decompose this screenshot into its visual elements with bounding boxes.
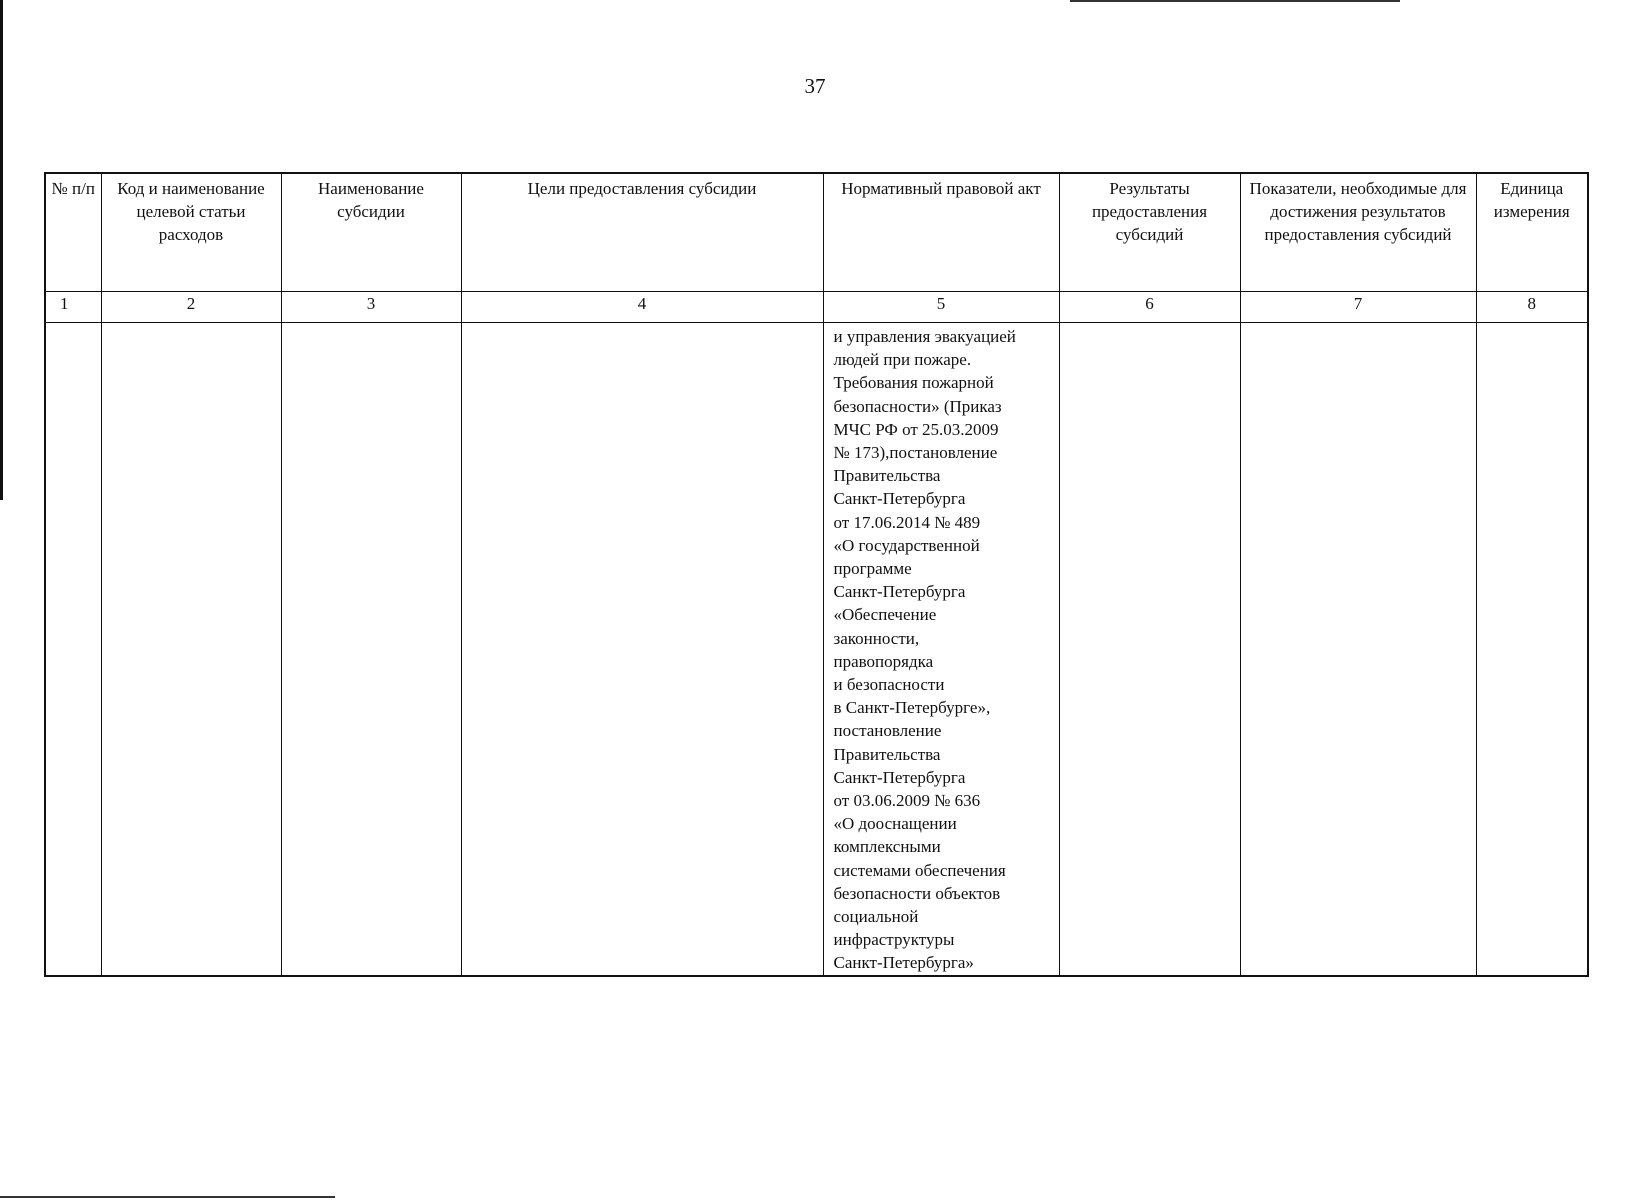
cell-subsidy-name [281, 323, 461, 976]
column-number-6: 6 [1059, 292, 1240, 323]
column-number-3: 3 [281, 292, 461, 323]
normative-act-line: в Санкт-Петербурге», [833, 698, 991, 718]
normative-act-line: инфраструктуры [833, 930, 955, 950]
scan-edge-left [0, 0, 3, 500]
normative-act-line: комплексными [833, 837, 941, 857]
normative-act-line: системами обеспечения [833, 860, 1006, 880]
normative-act-line: безопасности» (Приказ [833, 396, 1002, 416]
normative-act-line: Санкт-Петербурга [833, 767, 966, 787]
cell-indicators [1240, 323, 1476, 976]
normative-act-line: правопорядка [833, 651, 934, 671]
normative-act-line: «О дооснащении [833, 814, 957, 834]
normative-act-line: законности, [833, 628, 920, 648]
normative-act-line: Правительства [833, 466, 941, 486]
column-number-5: 5 [823, 292, 1059, 323]
header-cell-1: № п/п [45, 173, 101, 292]
header-cell-8: Единица измерения [1476, 173, 1588, 292]
normative-act-line: № 173),постановление [833, 443, 998, 463]
table-row [45, 323, 1588, 976]
cell-unit [1476, 323, 1588, 976]
cell-normative-act [823, 323, 1059, 976]
header-cell-4: Цели предоставления субсидии [461, 173, 823, 292]
cell-subsidy-results [1059, 323, 1240, 976]
normative-act-line: от 03.06.2009 № 636 [833, 791, 981, 811]
cell-number [45, 323, 101, 976]
header-cell-6: Результаты предоставления субсидий [1059, 173, 1240, 292]
header-cell-3: Наименование субсидии [281, 173, 461, 292]
header-cell-2: Код и наименование целевой статьи расходов [101, 173, 281, 292]
normative-act-line: Правительства [833, 744, 941, 764]
normative-act-line: Санкт-Петербурга» [833, 953, 974, 973]
column-number-2: 2 [101, 292, 281, 323]
normative-act-line: программе [833, 559, 912, 579]
normative-act-line: постановление [833, 721, 942, 741]
column-number-7: 7 [1240, 292, 1476, 323]
column-number-1: 1 [45, 292, 101, 323]
normative-act-line: Санкт-Петербурга [833, 489, 966, 509]
normative-act-line: МЧС РФ от 25.03.2009 [833, 419, 999, 439]
normative-act-line: и безопасности [833, 675, 945, 695]
scan-edge-bottom [0, 1196, 335, 1198]
column-number-4: 4 [461, 292, 823, 323]
column-number-8: 8 [1476, 292, 1588, 323]
column-number-row [45, 292, 1588, 323]
normative-act-line: и управления эвакуацией [833, 327, 1016, 346]
header-cell-5: Нормативный правовой акт [823, 173, 1059, 292]
scan-edge-top [1070, 0, 1400, 2]
header-row [45, 173, 1588, 292]
normative-act-line: социальной [833, 907, 919, 927]
normative-act-line: «Обеспечение [833, 605, 937, 625]
normative-act-line: «О государственной [833, 535, 980, 555]
cell-subsidy-goals [461, 323, 823, 976]
normative-act-line: безопасности объектов [833, 883, 1001, 903]
normative-act-line: Требования пожарной [833, 373, 994, 393]
cell-code-and-name [101, 323, 281, 976]
normative-act-line: людей при пожаре. [833, 350, 972, 370]
normative-act-line: Санкт-Петербурга [833, 582, 966, 602]
normative-act-line: от 17.06.2014 № 489 [833, 512, 981, 532]
subsidy-table [44, 172, 1589, 977]
page-number: 37 [804, 74, 826, 98]
header-cell-7: Показатели, необходимые для достижения результатов предоставления субсидий [1240, 173, 1476, 292]
